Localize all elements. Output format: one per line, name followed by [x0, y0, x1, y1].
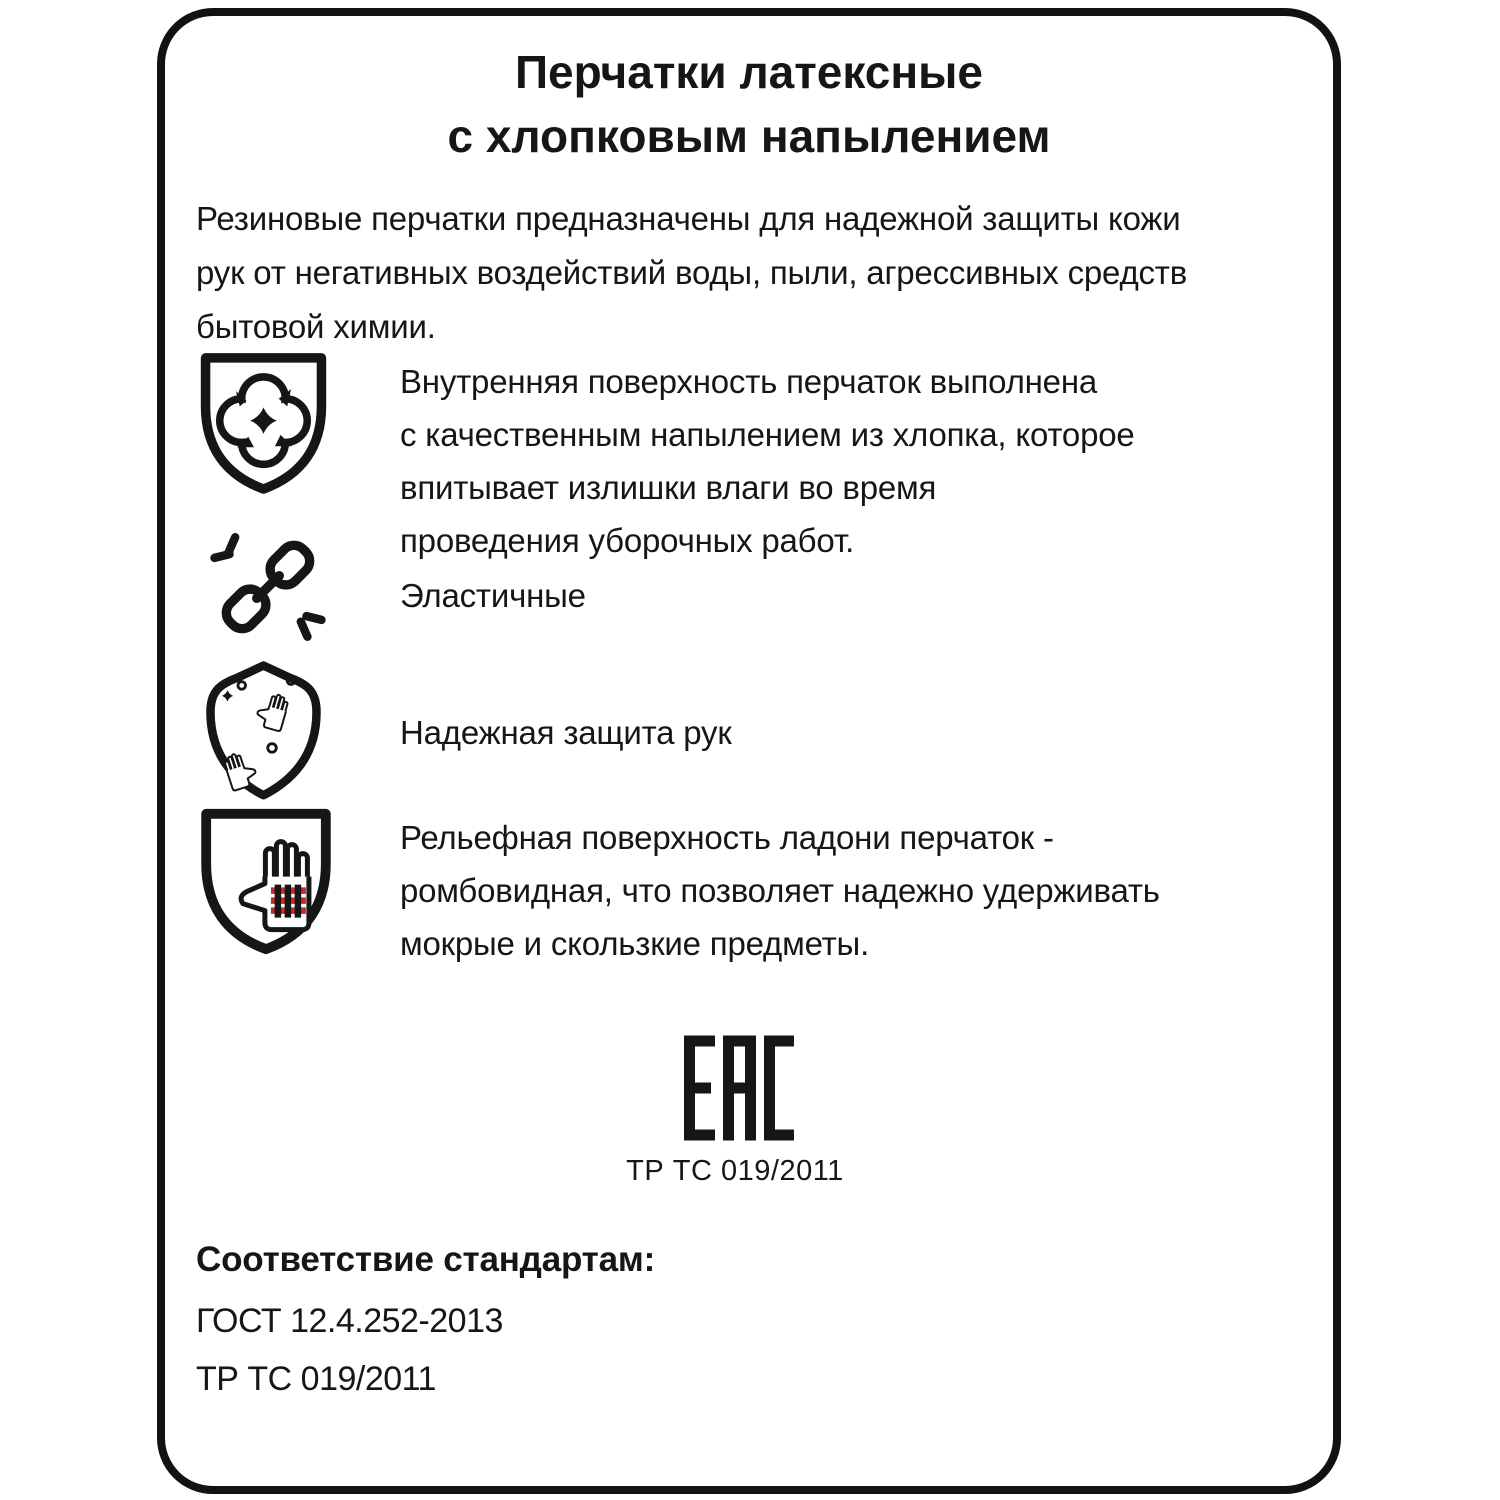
feature-line: мокрые и скользкие предметы.	[400, 925, 870, 962]
feature-text-elastic	[400, 569, 586, 622]
intro-line: бытовой химии.	[196, 308, 436, 345]
feature-text-cotton	[400, 355, 1135, 567]
feature-line: Внутренняя поверхность перчаток выполнена	[400, 363, 1098, 400]
feature-line: Надежная защита рук	[400, 714, 732, 751]
feature-line: ромбовидная, что позволяет надежно удерживать	[400, 872, 1160, 909]
intro-line: рук от негативных воздействий воды, пыли, агрессивных средств	[196, 254, 1188, 291]
title-line: Перчатки латексные	[514, 46, 984, 98]
intro-paragraph	[196, 192, 1187, 354]
standards-heading: Соответствие стандартам:	[196, 1240, 656, 1279]
feature-line: проведения уборочных работ.	[400, 522, 855, 559]
product-info-card	[157, 8, 1341, 1494]
page-title	[165, 40, 1333, 168]
feature-line: впитывает излишки влаги во время	[400, 469, 937, 506]
feature-line: с качественным напылением из хлопка, которое	[400, 416, 1135, 453]
eac-regulation-caption: ТР ТС 019/2011	[626, 1155, 844, 1187]
standard-item: ТР ТС 019/2011	[196, 1360, 436, 1398]
feature-line: Эластичные	[400, 577, 586, 614]
eac-mark	[684, 1035, 794, 1141]
feature-text-textured-palm	[400, 811, 1160, 970]
hands-protection-shield-icon	[195, 658, 332, 800]
standard-item: ГОСТ 12.4.252-2013	[196, 1302, 503, 1340]
cotton-shield-icon	[197, 348, 330, 498]
broken-chain-icon	[207, 526, 329, 648]
title-line: с хлопковым напылением	[447, 110, 1051, 162]
feature-text-protection	[400, 706, 732, 759]
feature-line: Рельефная поверхность ладони перчаток -	[400, 819, 1054, 856]
intro-line: Резиновые перчатки предназначены для надежной защиты кожи	[196, 200, 1181, 237]
textured-palm-shield-icon	[196, 805, 336, 957]
